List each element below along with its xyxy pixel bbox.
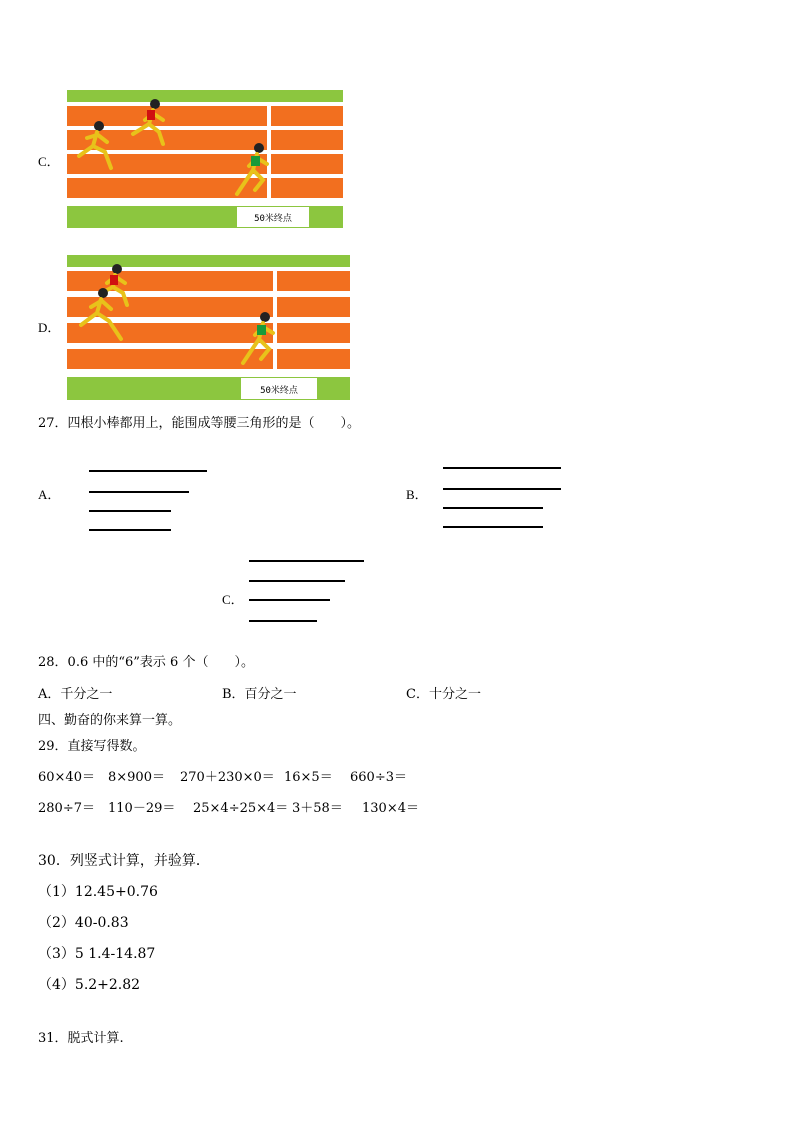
q27-stem: 27．四根小棒都用上，能围成等腰三角形的是（ ）。 xyxy=(38,416,361,431)
stick xyxy=(249,560,364,562)
q29-item: 660÷3＝ xyxy=(350,770,407,785)
q27-option-a-label: A． xyxy=(38,487,61,502)
q28-option-a: A．千分之一 xyxy=(38,687,113,702)
q29-item: 8×900＝ xyxy=(108,770,165,785)
stick xyxy=(249,599,330,601)
q28-option-c: C．十分之一 xyxy=(406,687,481,702)
q27-option-b-label: B． xyxy=(406,487,428,502)
option-d-label: D． xyxy=(38,320,61,335)
q29-item: 3＋58＝ xyxy=(292,801,343,816)
q28-stem: 28．0.6 中的“6”表示 6 个（ ）。 xyxy=(38,655,254,670)
stick xyxy=(443,488,561,490)
stick xyxy=(89,510,171,512)
stick xyxy=(443,526,543,528)
q30-item: （4）5.2+2.82 xyxy=(38,977,141,993)
q29-item: 110－29＝ xyxy=(108,801,176,816)
q30-item: （2）40-0.83 xyxy=(38,915,129,931)
section-4-title: 四、勤奋的你来算一算。 xyxy=(38,713,182,728)
q29-item: 280÷7＝ xyxy=(38,801,95,816)
q29-item: 130×4＝ xyxy=(362,801,419,816)
q29-stem: 29．直接写得数。 xyxy=(38,739,146,754)
stick xyxy=(249,620,317,622)
stick xyxy=(89,470,207,472)
q29-item: 270＋230×0＝ xyxy=(180,770,275,785)
track-image-c xyxy=(67,90,343,228)
q29-item: 25×4÷25×4＝ xyxy=(193,801,289,816)
finish-text-c: 50米终点 xyxy=(254,214,292,224)
q29-item: 16×5＝ xyxy=(284,770,333,785)
q30-item: （1）12.45+0.76 xyxy=(38,884,158,900)
option-c-label: C． xyxy=(38,154,60,169)
stick xyxy=(443,507,543,509)
q30-item: （3）5 1.4-14.87 xyxy=(38,946,156,962)
finish-text-d: 50米终点 xyxy=(260,386,298,396)
q27-option-c-label: C． xyxy=(222,592,244,607)
stick xyxy=(89,491,189,493)
stick xyxy=(443,467,561,469)
stick xyxy=(89,529,171,531)
q28-option-b: B．百分之一 xyxy=(222,687,297,702)
q31-stem: 31．脱式计算. xyxy=(38,1031,124,1046)
q29-item: 60×40＝ xyxy=(38,770,95,785)
q30-stem: 30．列竖式计算，并验算． xyxy=(38,853,210,869)
stick xyxy=(249,580,345,582)
track-image-d xyxy=(67,255,350,400)
